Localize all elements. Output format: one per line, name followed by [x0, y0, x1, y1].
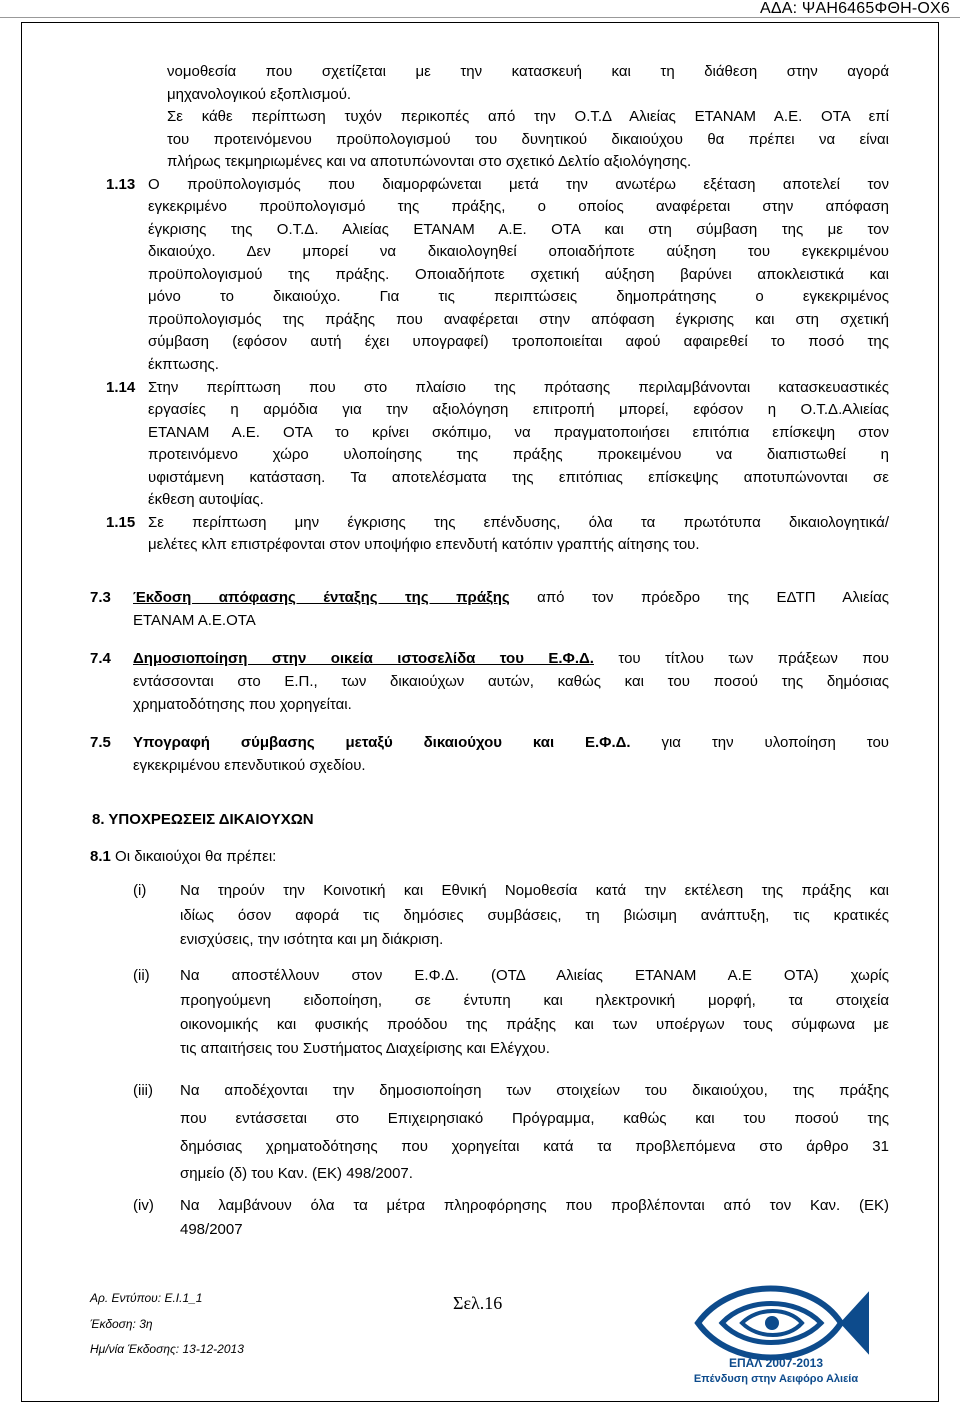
paragraph-number: 1.15 — [106, 514, 136, 531]
section-title: Υπογραφή σύμβασης μεταξύ δικαιούχου και Ε.Φ.Δ. — [133, 734, 631, 751]
text-line: δικαιούχο. Δεν μπορεί να δικαιολογηθεί οποιαδήποτε αύξηση του εγκεκριμένου — [148, 243, 889, 260]
text-line: του προτεινόμενου προϋπολογισμού του δυνητικού δικαιούχου θα πρέπει να είναι — [167, 131, 889, 148]
list-label: (ii) — [133, 967, 150, 984]
top-rule — [0, 17, 960, 18]
text-line: Ο προϋπολογισμός που διαμορφώνεται μετά την ανωτέρω εξέταση αποτελεί τον — [148, 176, 889, 193]
text-line: Σε περίπτωση μην έγκρισης της επένδυσης, όλα τα πρωτότυπα δικαιολογητικά/ — [148, 514, 889, 531]
text-line: σύμβαση (εφόσον αυτή έχει υπογραφεί) τροποποιείται αφού αφαιρεθεί το ποσό της — [148, 333, 889, 350]
section-line: Δημοσιοποίηση στην οικεία ιστοσελίδα του Ε.Φ.Δ. του τίτλου των πράξεων που — [133, 650, 889, 667]
logo-title: ΕΠΑΛ 2007-2013 — [728, 1356, 824, 1370]
text-line: Σε κάθε περίπτωση τυχόν περικοπές από την Ο.Τ.Δ Αλιείας ΕΤΑΝΑΜ Α.Ε. ΟΤΑ επί — [167, 108, 889, 125]
section-line: Έκδοση απόφασης ένταξης της πράξης από τον πρόεδρο της ΕΔΤΠ Αλιείας — [133, 589, 889, 606]
list-item-line: ιδίως όσον αφορά τις δημόσιες συμβάσεις, τη βιώσιμη ανάπτυξη, τις κρατικές — [180, 907, 889, 924]
document-code: ΑΔΑ: ΨΑΗ6465ΦΘΗ-ΟΧ6 — [759, 0, 950, 17]
text-line: προτεινόμενο χώρο υλοποίησης της πράξης προκειμένου να διαπιστωθεί η — [148, 446, 889, 463]
list-item-line: Να τηρούν την Κοινοτική και Εθνική Νομοθεσία κατά την εκτέλεση της πράξης και — [180, 882, 889, 899]
section-title: Έκδοση απόφασης ένταξης της πράξης — [133, 589, 510, 606]
section-title: Δημοσιοποίηση στην οικεία ιστοσελίδα του Ε.Φ.Δ. — [133, 650, 594, 667]
sub-heading: 8.1 Οι δικαιούχοι θα πρέπει: — [90, 848, 277, 865]
text-line: μελέτες κλπ επιστρέφονται στον υποψήφιο επενδυτή κατόπιν γραπτής αίτησης του. — [148, 536, 700, 553]
page-number: Σελ.16 — [453, 1293, 503, 1313]
logo-subtitle: Επένδυση στην Αειφόρο Αλιεία — [693, 1373, 859, 1385]
list-item-line: ενισχύσεις, την ισότητα και μη διάκριση. — [180, 931, 444, 948]
text-line: ΕΤΑΝΑΜ Α.Ε. ΟΤΑ το κρίνει σκόπιμο, να πραγματοποιήσει επιτόπια επίσκεψη στον — [148, 424, 889, 441]
section-number: 7.5 — [90, 734, 111, 751]
text-line: προϋπολογισμός της πράξης που αναφέρεται στην απόφαση έγκρισης και στη σχετική — [148, 311, 889, 328]
text-line: χρηματοδότησης που χορηγείται. — [133, 696, 352, 713]
text-line: εγκεκριμένο προϋπολογισμό της πράξης, ο οποίος αναφέρεται στην απόφαση — [148, 198, 889, 215]
paragraph-number: 1.14 — [106, 379, 136, 396]
text-line: εργασίες η αρμόδια για την αξιολόγηση επιτροπή μπορεί, εφόσον η Ο.Τ.Δ.Αλιείας — [148, 401, 889, 418]
text-line: έκθεση αυτοψίας. — [148, 491, 264, 508]
list-item-line: Να αποδέχονται την δημοσιοποίηση των στοιχείων του δικαιούχου, της πράξης — [180, 1082, 889, 1099]
text-line: νομοθεσία που σχετίζεται με την κατασκευή και τη διάθεση στην αγορά — [167, 63, 889, 80]
list-item-line: οικονομικής και φυσικής προόδου της πράξης και των υποέργων τους σύμφωνα με — [180, 1016, 889, 1033]
text-line: εγκεκριμένου επενδυτικού σχεδίου. — [133, 757, 366, 774]
list-item-line: δημόσιας χρηματοδότησης που χορηγείται κατά τα προβλεπόμενα στο άρθρο 31 — [180, 1138, 889, 1155]
text-line: μόνο το δικαιούχο. Για τις περιπτώσεις δημοπράτησης ο εγκεκριμένος — [148, 288, 889, 305]
section-line: Υπογραφή σύμβασης μεταξύ δικαιούχου και Ε.Φ.Δ. για την υλοποίηση του — [133, 734, 889, 751]
text-line: ΕΤΑΝΑΜ Α.Ε.ΟΤΑ — [133, 612, 256, 629]
footer-form-number: Αρ. Εντύπου: Ε.Ι.1_1 — [90, 1291, 203, 1305]
text-line: Στην περίπτωση που στο πλαίσιο της πρότασης περιλαμβάνονται κατασκευαστικές — [148, 379, 889, 396]
list-item-line: τις απαιτήσεις του Συστήματος Διαχείρισης και Ελέγχου. — [180, 1040, 550, 1057]
list-item-line: 498/2007 — [180, 1221, 243, 1238]
list-item-line: σημείο (δ) του Καν. (ΕΚ) 498/2007. — [180, 1165, 413, 1182]
list-item-line: Να αποστέλλουν στον Ε.Φ.Δ. (ΟΤΔ Αλιείας ΕΤΑΝΑΜ Α.Ε ΟΤΑ) χωρίς — [180, 967, 889, 984]
list-item-line: Να λαμβάνουν όλα τα μέτρα πληροφόρησης που προβλέπονται από τον Καν. (ΕΚ) — [180, 1197, 889, 1214]
footer-edition: Έκδοση: 3η — [90, 1317, 153, 1331]
list-item-line: που εντάσσεται στο Επιχειρησιακό Πρόγραμμα, καθώς και του ποσού της — [180, 1110, 889, 1127]
text-line: έγκρισης της Ο.Τ.Δ. Αλιείας ΕΤΑΝΑΜ Α.Ε. ΟΤΑ και στη σύμβαση της με τον — [148, 221, 889, 238]
chapter-heading: 8. ΥΠΟΧΡΕΩΣΕΙΣ ΔΙΚΑΙΟΥΧΩΝ — [92, 811, 314, 828]
paragraph-number: 1.13 — [106, 176, 136, 193]
footer-edition-date: Ημ/νία Έκδοσης: 13-12-2013 — [90, 1342, 244, 1356]
list-label: (iii) — [133, 1082, 153, 1099]
text-line: προϋπολογισμού της πράξης. Οποιαδήποτε σχετική αύξηση βαρύνει αποκλειστικά και — [148, 266, 889, 283]
text-line: μηχανολογικού εξοπλισμού. — [167, 86, 352, 103]
section-number: 7.4 — [90, 650, 111, 667]
text-line: εντάσσονται στο Ε.Π., των δικαιούχων αυτών, καθώς και του ποσού της δημόσιας — [133, 673, 889, 690]
text-line: πλήρως τεκμηριωμένες και να αποτυπώνονται στο σχετικό Δελτίο αξιολόγησης. — [167, 153, 692, 170]
text-line: έκπτωσης. — [148, 356, 219, 373]
list-label: (i) — [133, 882, 147, 899]
list-item-line: προηγούμενη ειδοποίηση, σε έντυπη και ηλεκτρονική μορφή, τα στοιχεία — [180, 992, 889, 1009]
list-label: (iv) — [133, 1197, 154, 1214]
text-line: υφιστάμενη κατάσταση. Τα αποτελέσματα της επιτόπιας επίσκεψης αποτυπώνονται σε — [148, 469, 889, 486]
section-number: 7.3 — [90, 589, 111, 606]
